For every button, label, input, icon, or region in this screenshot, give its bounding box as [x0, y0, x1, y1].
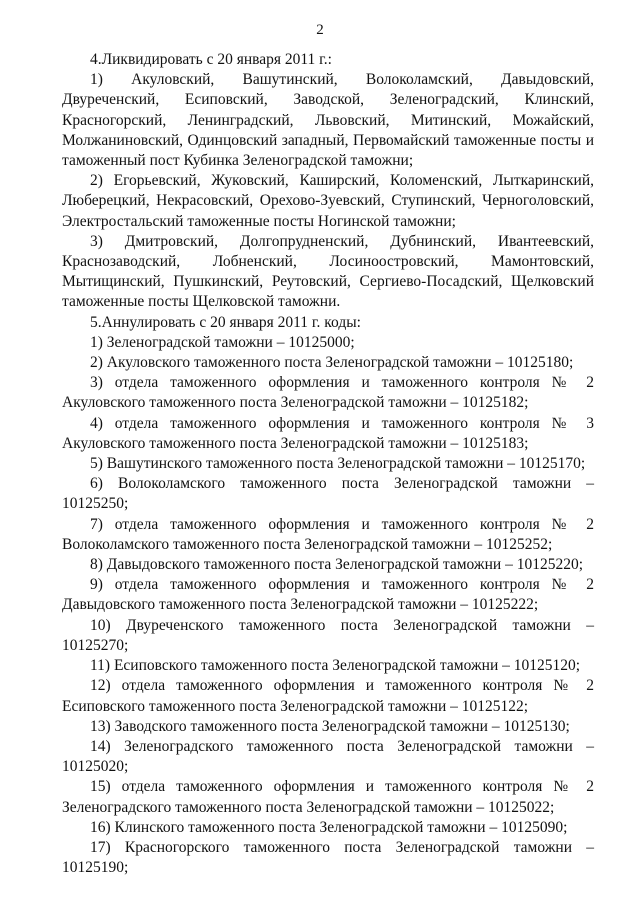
section-5-item-10: 10) Двуреченского таможенного поста Зеленоградской таможни – 10125270; [62, 616, 594, 654]
document-body [62, 50, 594, 878]
section-5-item-12: 12) отдела таможенного оформления и таможенного контроля № 2 Есиповского таможенного поста Зеленоградской таможни – 10125122; [62, 677, 594, 715]
section-5-item-13: 13) Заводского таможенного поста Зеленоградской таможни – 10125130; [90, 717, 570, 735]
section-5-item-6: 6) Волоколамского таможенного поста Зеленоградской таможни – 10125250; [62, 475, 594, 513]
section-5-item-7: 7) отдела таможенного оформления и таможенного контроля № 2 Волоколамского таможенного поста Зеленоградской таможни – 10125252; [62, 515, 594, 553]
section-4-item-3: 3) Дмитровский, Долгопрудненский, Дубнинский, Ивантеевский, Краснозаводский, Лобненский, Лосиноостровский, Мамонтовский, Мытищинский, Пушкинский, Реутовский, Сергиево-Посадский, Щелковский таможенные посты Щелковской таможни. [62, 232, 594, 311]
section-5-item-8: 8) Давыдовского таможенного поста Зеленоградской таможни – 10125220; [90, 556, 584, 574]
section-5-item-16: 16) Клинского таможенного поста Зеленоградской таможни – 10125090; [90, 818, 568, 836]
section-5-heading: 5.Аннулировать с 20 января 2011 г. коды: [90, 313, 361, 331]
section-5-item-15: 15) отдела таможенного оформления и таможенного контроля № 2 Зеленоградского таможенного поста Зеленоградской таможни – 10125022; [62, 778, 594, 816]
page-number: 2 [316, 22, 324, 38]
section-5-item-14: 14) Зеленоградского таможенного поста Зеленоградской таможни – 10125020; [62, 737, 594, 776]
section-5-item-9: 9) отдела таможенного оформления и таможенного контроля № 2 Давыдовского таможенного поста Зеленоградской таможни – 10125222; [62, 576, 594, 614]
section-5-item-2: 2) Акуловского таможенного поста Зеленоградской таможни – 10125180; [90, 354, 574, 372]
section-4-heading: 4.Ликвидировать с 20 января 2011 г.: [90, 51, 332, 68]
section-4-item-1: 1) Акуловский, Вашутинский, Волоколамский, Давыдовский, Двуреченский, Есиповский, Заводской, Зеленоградский, Клинский, Красногорский, Ленинградский, Львовский, Митинский, Можайский, Молжаниновский, Одинцовский западный, Первомайский таможенные посты и таможенный пост Кубинка Зеленоградской таможни; [62, 71, 594, 170]
section-5-item-1: 1) Зеленоградской таможни – 10125000; [90, 333, 355, 351]
section-5-item-5: 5) Вашутинского таможенного поста Зеленоградской таможни – 10125170; [90, 455, 586, 473]
section-4-item-2: 2) Егорьевский, Жуковский, Каширский, Коломенский, Лыткаринский, Люберецкий, Некрасовский, Орехово-Зуевский, Ступинский, Черноголовский, Электростальский таможенные посты Ногинской таможни; [62, 172, 594, 230]
section-5-item-11: 11) Есиповского таможенного поста Зеленоградской таможни – 10125120; [90, 657, 581, 675]
section-5-item-4: 4) отдела таможенного оформления и таможенного контроля № 3 Акуловского таможенного поста Зеленоградской таможни – 10125183; [62, 414, 594, 452]
section-5-item-3: 3) отдела таможенного оформления и таможенного контроля № 2 Акуловского таможенного поста Зеленоградской таможни – 10125182; [62, 374, 594, 412]
section-5-item-17: 17) Красногорского таможенного поста Зеленоградской таможни – 10125190; [62, 838, 594, 877]
